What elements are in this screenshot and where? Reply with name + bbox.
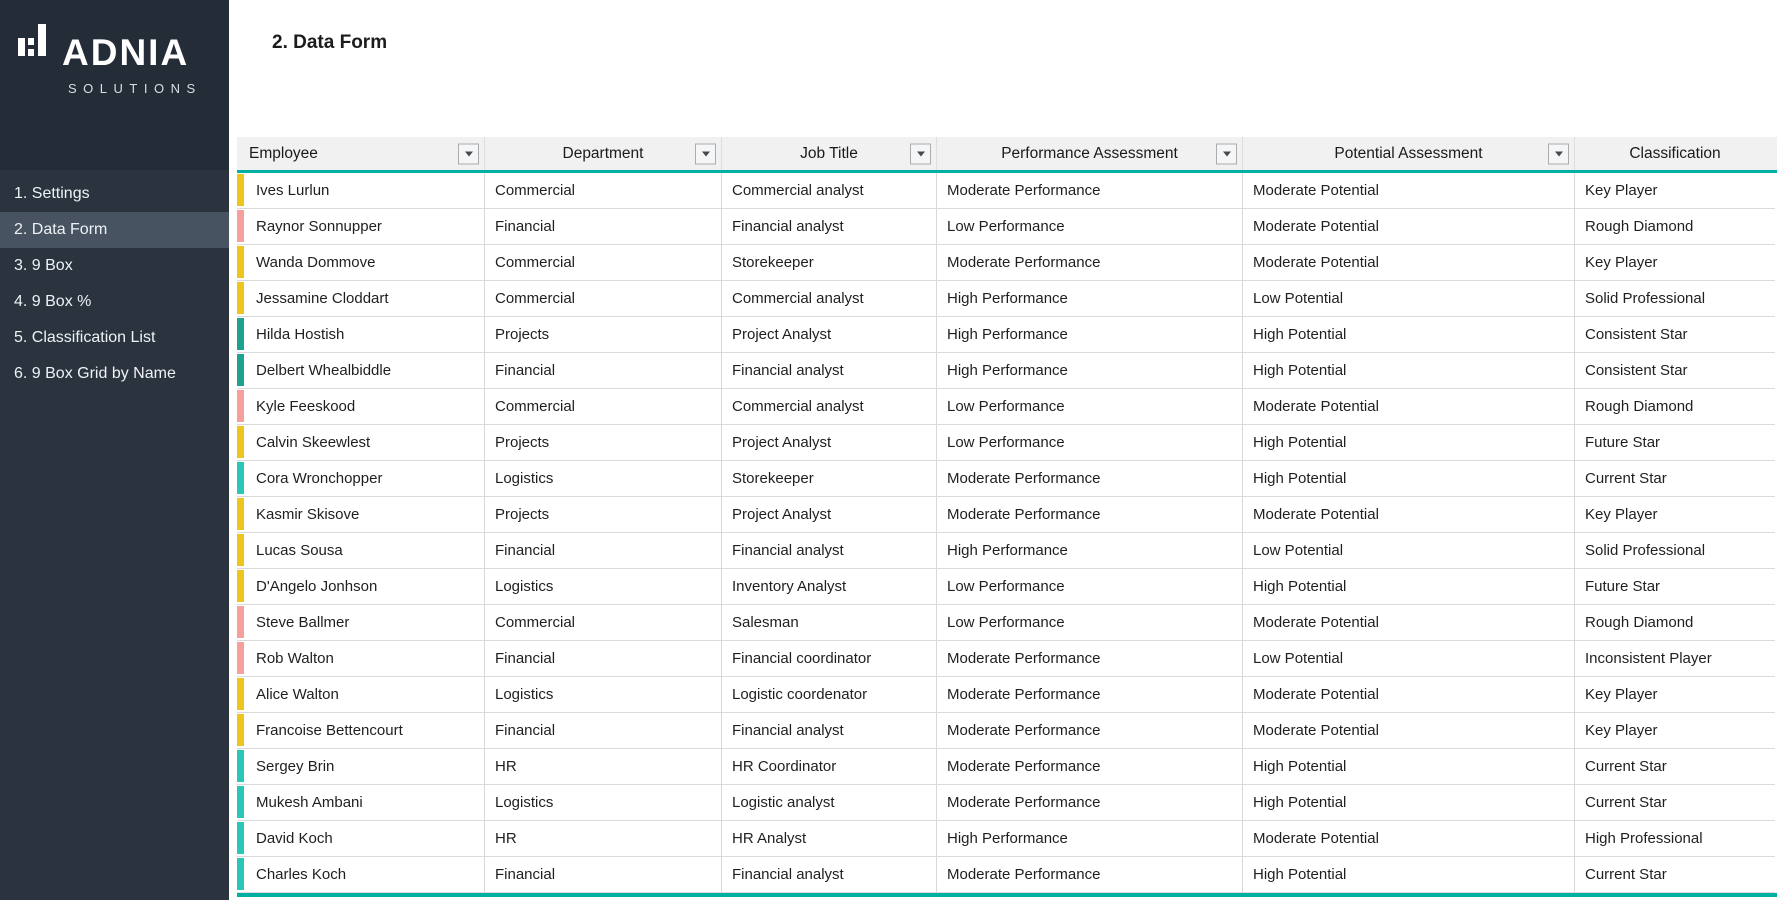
brand-name: ADNIA	[62, 32, 190, 73]
cell-potential[interactable]: Low Potential	[1243, 641, 1575, 677]
cell-classification[interactable]: Consistent Star	[1575, 353, 1775, 389]
cell-employee[interactable]: Kyle Feeskood	[237, 389, 485, 425]
cell-potential[interactable]: Moderate Potential	[1243, 209, 1575, 245]
cell-department[interactable]: Logistics	[485, 461, 722, 497]
cell-department[interactable]: Commercial	[485, 245, 722, 281]
cell-employee[interactable]: Ives Lurlun	[237, 173, 485, 209]
classification-color-marker	[237, 318, 244, 350]
classification-color-marker	[237, 534, 244, 566]
sidebar	[0, 0, 229, 900]
classification-color-marker	[237, 174, 244, 206]
cell-department[interactable]: Projects	[485, 317, 722, 353]
cell-job-title[interactable]: Commercial analyst	[722, 389, 937, 425]
classification-color-marker	[237, 462, 244, 494]
cell-potential[interactable]: Moderate Potential	[1243, 821, 1575, 857]
cell-potential[interactable]: Moderate Potential	[1243, 605, 1575, 641]
sidebar-item-1-settings[interactable]: 1. Settings	[14, 185, 90, 202]
cell-potential[interactable]: Low Potential	[1243, 533, 1575, 569]
table-row	[237, 497, 1777, 533]
filter-dropdown-button[interactable]	[910, 143, 931, 164]
cell-performance[interactable]: Moderate Performance	[937, 245, 1243, 281]
cell-performance[interactable]: Moderate Performance	[937, 173, 1243, 209]
classification-color-marker	[237, 282, 244, 314]
cell-performance[interactable]: High Performance	[937, 317, 1243, 353]
table-row	[237, 389, 1777, 425]
table-row	[237, 677, 1777, 713]
cell-job-title[interactable]: Financial coordinator	[722, 641, 937, 677]
data-form-table	[237, 137, 1777, 897]
column-header-label: Department	[562, 144, 644, 162]
cell-classification[interactable]: High Professional	[1575, 821, 1775, 857]
classification-color-marker	[237, 606, 244, 638]
cell-department[interactable]: Commercial	[485, 173, 722, 209]
cell-classification[interactable]: Solid Professional	[1575, 533, 1775, 569]
cell-potential[interactable]: Moderate Potential	[1243, 677, 1575, 713]
cell-classification[interactable]: Solid Professional	[1575, 281, 1775, 317]
table-row	[237, 425, 1777, 461]
table-row	[237, 461, 1777, 497]
sidebar-item-3-9-box[interactable]: 3. 9 Box	[14, 257, 73, 274]
filter-dropdown-button[interactable]	[458, 143, 479, 164]
cell-employee[interactable]: Alice Walton	[237, 677, 485, 713]
classification-color-marker	[237, 714, 244, 746]
cell-employee[interactable]: Hilda Hostish	[237, 317, 485, 353]
sidebar-item-2-data-form[interactable]: 2. Data Form	[0, 212, 229, 248]
cell-performance[interactable]: Moderate Performance	[937, 713, 1243, 749]
cell-performance[interactable]: Moderate Performance	[937, 857, 1243, 893]
cell-classification[interactable]: Current Star	[1575, 785, 1775, 821]
cell-performance[interactable]: Moderate Performance	[937, 677, 1243, 713]
chevron-down-icon	[702, 151, 710, 156]
table-row	[237, 317, 1777, 353]
cell-potential[interactable]: Moderate Potential	[1243, 713, 1575, 749]
cell-potential[interactable]: Moderate Potential	[1243, 245, 1575, 281]
cell-employee[interactable]: Calvin Skeewlest	[237, 425, 485, 461]
column-header-label: Job Title	[800, 144, 858, 162]
classification-color-marker	[237, 570, 244, 602]
cell-performance[interactable]: Moderate Performance	[937, 641, 1243, 677]
cell-department[interactable]: Projects	[485, 425, 722, 461]
cell-employee[interactable]: Charles Koch	[237, 857, 485, 893]
cell-job-title[interactable]: Storekeeper	[722, 461, 937, 497]
classification-color-marker	[237, 498, 244, 530]
filter-dropdown-button[interactable]	[1548, 143, 1569, 164]
classification-color-marker	[237, 426, 244, 458]
table-row	[237, 209, 1777, 245]
table-row	[237, 245, 1777, 281]
chevron-down-icon	[1223, 151, 1231, 156]
cell-employee[interactable]: Jessamine Cloddart	[237, 281, 485, 317]
table-row	[237, 785, 1777, 821]
cell-classification[interactable]: Rough Diamond	[1575, 605, 1775, 641]
classification-color-marker	[237, 210, 244, 242]
column-header-performance-assessment	[937, 137, 1243, 170]
cell-job-title[interactable]: Financial analyst	[722, 533, 937, 569]
cell-department[interactable]: Logistics	[485, 677, 722, 713]
cell-potential[interactable]: High Potential	[1243, 785, 1575, 821]
column-header-classification	[1575, 137, 1775, 170]
cell-job-title[interactable]: HR Analyst	[722, 821, 937, 857]
cell-performance[interactable]: Low Performance	[937, 605, 1243, 641]
classification-color-marker	[237, 642, 244, 674]
table-row	[237, 821, 1777, 857]
cell-job-title[interactable]: Financial analyst	[722, 857, 937, 893]
cell-employee[interactable]: David Koch	[237, 821, 485, 857]
filter-dropdown-button[interactable]	[1216, 143, 1237, 164]
cell-job-title[interactable]: Logistic analyst	[722, 785, 937, 821]
cell-potential[interactable]: Moderate Potential	[1243, 497, 1575, 533]
cell-potential[interactable]: High Potential	[1243, 857, 1575, 893]
cell-department[interactable]: Financial	[485, 641, 722, 677]
table-row	[237, 713, 1777, 749]
cell-performance[interactable]: Moderate Performance	[937, 785, 1243, 821]
column-header-department	[485, 137, 722, 170]
cell-performance[interactable]: High Performance	[937, 281, 1243, 317]
cell-department[interactable]: HR	[485, 749, 722, 785]
cell-classification[interactable]: Key Player	[1575, 677, 1775, 713]
table-row	[237, 353, 1777, 389]
cell-job-title[interactable]: Logistic coordenator	[722, 677, 937, 713]
classification-color-marker	[237, 858, 244, 890]
cell-department[interactable]: Financial	[485, 857, 722, 893]
column-header-label: Performance Assessment	[1001, 144, 1178, 162]
cell-department[interactable]: Projects	[485, 497, 722, 533]
cell-potential[interactable]: Low Potential	[1243, 281, 1575, 317]
chevron-down-icon	[917, 151, 925, 156]
cell-performance[interactable]: Low Performance	[937, 209, 1243, 245]
cell-classification[interactable]: Rough Diamond	[1575, 209, 1775, 245]
cell-department[interactable]: Financial	[485, 209, 722, 245]
table-row	[237, 605, 1777, 641]
cell-job-title[interactable]: Financial analyst	[722, 353, 937, 389]
adnia-bars-icon	[18, 22, 52, 67]
sidebar-item-6-9-box-grid-by-name[interactable]: 6. 9 Box Grid by Name	[14, 365, 176, 382]
cell-employee[interactable]: Cora Wronchopper	[237, 461, 485, 497]
chevron-down-icon	[1555, 151, 1563, 156]
cell-job-title[interactable]: Salesman	[722, 605, 937, 641]
classification-color-marker	[237, 354, 244, 386]
cell-potential[interactable]: High Potential	[1243, 749, 1575, 785]
table-row	[237, 749, 1777, 785]
cell-employee[interactable]: Delbert Whealbiddle	[237, 353, 485, 389]
cell-performance[interactable]: High Performance	[937, 821, 1243, 857]
cell-performance[interactable]: Moderate Performance	[937, 749, 1243, 785]
cell-employee[interactable]: Francoise Bettencourt	[237, 713, 485, 749]
brand-tagline: SOLUTIONS	[68, 81, 202, 96]
cell-classification[interactable]: Future Star	[1575, 569, 1775, 605]
page-title: 2. Data Form	[272, 32, 388, 53]
cell-job-title[interactable]: Financial analyst	[722, 713, 937, 749]
classification-color-marker	[237, 246, 244, 278]
cell-classification[interactable]: Key Player	[1575, 173, 1775, 209]
cell-job-title[interactable]: Storekeeper	[722, 245, 937, 281]
table-header-row	[237, 137, 1777, 173]
column-header-employee	[237, 137, 485, 170]
cell-job-title[interactable]: HR Coordinator	[722, 749, 937, 785]
classification-color-marker	[237, 822, 244, 854]
cell-performance[interactable]: High Performance	[937, 533, 1243, 569]
cell-job-title[interactable]: Project Analyst	[722, 497, 937, 533]
column-header-job-title	[722, 137, 937, 170]
cell-performance[interactable]: Moderate Performance	[937, 461, 1243, 497]
cell-potential[interactable]: Moderate Potential	[1243, 173, 1575, 209]
cell-performance[interactable]: Moderate Performance	[937, 497, 1243, 533]
cell-job-title[interactable]: Commercial analyst	[722, 173, 937, 209]
sidebar-item-4-9-box[interactable]: 4. 9 Box %	[14, 293, 92, 310]
cell-potential[interactable]: High Potential	[1243, 461, 1575, 497]
cell-department[interactable]: HR	[485, 821, 722, 857]
cell-employee[interactable]: Mukesh Ambani	[237, 785, 485, 821]
sidebar-nav	[0, 170, 229, 392]
cell-classification[interactable]: Consistent Star	[1575, 317, 1775, 353]
table-row	[237, 569, 1777, 605]
cell-classification[interactable]: Current Star	[1575, 461, 1775, 497]
cell-potential[interactable]: High Potential	[1243, 425, 1575, 461]
cell-potential[interactable]: Moderate Potential	[1243, 389, 1575, 425]
cell-employee[interactable]: Raynor Sonnupper	[237, 209, 485, 245]
cell-department[interactable]: Commercial	[485, 389, 722, 425]
filter-dropdown-button[interactable]	[695, 143, 716, 164]
cell-job-title[interactable]: Inventory Analyst	[722, 569, 937, 605]
column-header-label: Classification	[1629, 144, 1721, 162]
cell-classification[interactable]: Future Star	[1575, 425, 1775, 461]
cell-department[interactable]: Logistics	[485, 785, 722, 821]
cell-classification[interactable]: Current Star	[1575, 749, 1775, 785]
table-row	[237, 533, 1777, 569]
cell-job-title[interactable]: Financial analyst	[722, 209, 937, 245]
cell-classification[interactable]: Inconsistent Player	[1575, 641, 1775, 677]
column-header-label: Potential Assessment	[1334, 144, 1483, 162]
classification-color-marker	[237, 678, 244, 710]
table-row	[237, 281, 1777, 317]
cell-classification[interactable]: Key Player	[1575, 497, 1775, 533]
logo	[0, 0, 229, 170]
cell-department[interactable]: Commercial	[485, 605, 722, 641]
table-row	[237, 641, 1777, 677]
cell-performance[interactable]: Low Performance	[937, 389, 1243, 425]
table-body	[237, 173, 1777, 897]
cell-department[interactable]: Financial	[485, 533, 722, 569]
cell-employee[interactable]: Kasmir Skisove	[237, 497, 485, 533]
cell-classification[interactable]: Current Star	[1575, 857, 1775, 893]
chevron-down-icon	[465, 151, 473, 156]
cell-employee[interactable]: Rob Walton	[237, 641, 485, 677]
cell-classification[interactable]: Rough Diamond	[1575, 389, 1775, 425]
classification-color-marker	[237, 786, 244, 818]
cell-job-title[interactable]: Commercial analyst	[722, 281, 937, 317]
column-header-potential-assessment	[1243, 137, 1575, 170]
cell-potential[interactable]: High Potential	[1243, 353, 1575, 389]
classification-color-marker	[237, 750, 244, 782]
classification-color-marker	[237, 390, 244, 422]
cell-job-title[interactable]: Project Analyst	[722, 317, 937, 353]
table-row	[237, 857, 1777, 893]
cell-employee[interactable]: Wanda Dommove	[237, 245, 485, 281]
cell-classification[interactable]: Key Player	[1575, 245, 1775, 281]
cell-employee[interactable]: Steve Ballmer	[237, 605, 485, 641]
cell-performance[interactable]: High Performance	[937, 353, 1243, 389]
column-header-label: Employee	[249, 144, 318, 162]
cell-potential[interactable]: High Potential	[1243, 569, 1575, 605]
cell-job-title[interactable]: Project Analyst	[722, 425, 937, 461]
cell-department[interactable]: Financial	[485, 353, 722, 389]
cell-employee[interactable]: D'Angelo Jonhson	[237, 569, 485, 605]
sidebar-item-5-classification-list[interactable]: 5. Classification List	[14, 329, 156, 346]
cell-department[interactable]: Financial	[485, 713, 722, 749]
cell-performance[interactable]: Low Performance	[937, 569, 1243, 605]
cell-department[interactable]: Logistics	[485, 569, 722, 605]
cell-employee[interactable]: Lucas Sousa	[237, 533, 485, 569]
cell-performance[interactable]: Low Performance	[937, 425, 1243, 461]
cell-department[interactable]: Commercial	[485, 281, 722, 317]
cell-potential[interactable]: High Potential	[1243, 317, 1575, 353]
cell-classification[interactable]: Key Player	[1575, 713, 1775, 749]
cell-employee[interactable]: Sergey Brin	[237, 749, 485, 785]
table-row	[237, 173, 1777, 209]
